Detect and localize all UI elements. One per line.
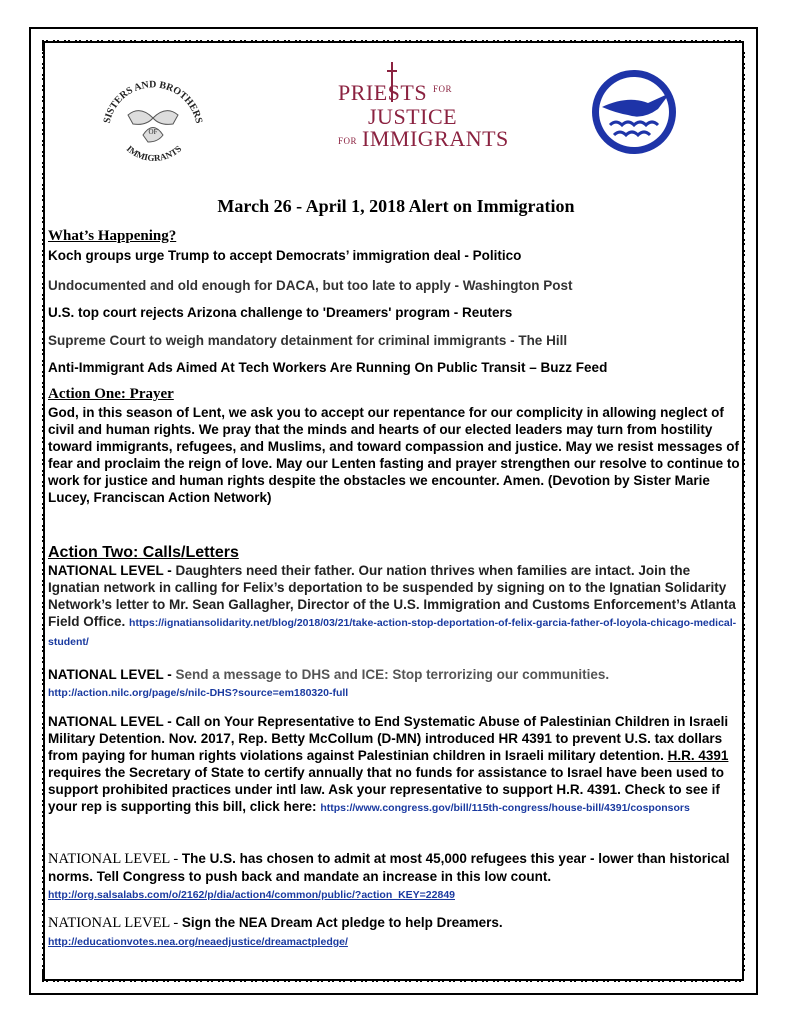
action-text: Send a message to DHS and ICE: Stop terrorizing our communities. <box>175 667 610 682</box>
logo-middle-text: OF <box>148 128 158 136</box>
news-item[interactable]: Undocumented and old enough for DACA, but too late to apply - Washington Post <box>48 278 573 293</box>
action-item <box>48 562 743 651</box>
priests-justice-logo <box>338 70 509 170</box>
action-link[interactable]: http://action.nilc.org/page/s/nilc-DHS?source=em180320-full <box>48 687 349 699</box>
action-link[interactable]: https://ignatiansolidarity.net/blog/2018/03/21/take-action-stop-deportation-of-felix-garcia-father-of-loyola-chicago-medical-student/ <box>48 617 737 648</box>
action-item <box>48 713 743 817</box>
action-text: The U.S. has chosen to admit at most 45,000 refugees this year - lower than historical norms. Tell Congress to push back and mandate an increase in this low count. <box>48 851 730 884</box>
action-item <box>48 850 743 904</box>
national-level-label: NATIONAL LEVEL - <box>48 851 182 867</box>
prayer-text: God, in this season of Lent, we ask you to accept our repentance for our complicity in allowing neglect of civil and human rights. We pray that the minds and hearts of our elected leaders may turn from hostility toward immigrants, refugees, and Muslims, and toward compassion and justice. May we resist messages of fear and proclaim the reign of love. May our Lenten fasting and prayer strengthen our resolve to continue to work for justice and human rights despite the obstacles we encounter. Amen. (Devotion by Sister Marie Lucey, Franciscan Action Network) <box>48 405 740 505</box>
news-item[interactable]: Supreme Court to weigh mandatory detainment for criminal immigrants - The Hill <box>48 333 568 348</box>
bill-number: H.R. 4391 <box>667 748 729 763</box>
sisters-brothers-logo <box>98 60 208 180</box>
whats-happening-section <box>48 228 748 245</box>
logo-row <box>48 60 744 190</box>
action-one-heading: Action One: Prayer <box>48 386 174 402</box>
news-item[interactable]: Koch groups urge Trump to accept Democrats’ immigration deal - Politico <box>48 248 522 263</box>
logo-priests-text: PRIESTS <box>338 80 428 105</box>
action-text: Sign the NEA Dream Act pledge to help Dreamers. <box>181 915 503 930</box>
national-level-label: NATIONAL LEVEL - <box>48 667 176 682</box>
logo-ring-text: SISTERS AND BROTHERS <box>101 79 205 125</box>
dove-emblem-icon <box>588 65 680 160</box>
action-text: Call on Your Representative to End Systematic Abuse of Palestinian Children in Israeli Military Detention. Nov. 2017, Rep. Betty McCollum (D-MN) introduced HR 4391 to prevent U.S. tax dollars from paying for human rights violations against Palestinian children in Israeli military detention. <box>48 714 729 763</box>
alert-content <box>48 60 744 948</box>
news-item[interactable]: U.S. top court rejects Arizona challenge to 'Dreamers' program - Reuters <box>48 305 513 320</box>
logo-for-text-2: FOR <box>338 136 358 146</box>
logo-for-text-1: FOR <box>433 84 453 94</box>
national-level-label: NATIONAL LEVEL - <box>48 563 176 578</box>
action-item <box>48 914 743 951</box>
action-link[interactable]: http://educationvotes.nea.org/neaedjustice/dreamactpledge/ <box>48 936 348 948</box>
logo-immigrants-text: IMMIGRANTS <box>362 126 509 151</box>
page-title: March 26 - April 1, 2018 Alert on Immigration <box>217 196 575 216</box>
national-level-label: NATIONAL LEVEL - <box>48 915 182 931</box>
action-link[interactable]: http://org.salsalabs.com/o/2162/p/dia/action4/common/public/?action_KEY=22849 <box>48 889 455 901</box>
svg-text:IMMIGRANTS <box>125 144 184 164</box>
action-text: requires the Secretary of State to certify annually that no funds for assistance to Israel have been used to support prohibited practices under intl law. Ask your representative to support H.R. 4391. Check to see if your rep is supporting this bill, click here: <box>48 765 724 814</box>
news-item[interactable]: Anti-Immigrant Ads Aimed At Tech Workers Are Running On Public Transit – Buzz Feed <box>48 360 608 375</box>
whats-happening-heading: What’s Happening? <box>48 228 177 244</box>
national-level-label: NATIONAL LEVEL - <box>48 714 176 729</box>
action-item <box>48 666 743 702</box>
action-text: Daughters need their father. Our nation thrives when families are intact. Join the Ignatian network in calling for Felix’s deportation to be suspended by signing on to the Ignatian Solidarity Network’s letter to Mr. Sean Gallagher, Director of the U.S. Immigration and Customs Enforcement’s Atlanta Field Office. <box>48 563 736 629</box>
action-two-heading: Action Two: Calls/Letters <box>48 544 239 561</box>
logo-justice-text: JUSTICE <box>368 104 458 129</box>
logo-bottom-text: IMMIGRANTS <box>124 143 184 164</box>
action-link[interactable]: https://www.congress.gov/bill/115th-congress/house-bill/4391/cosponsors <box>320 802 690 814</box>
